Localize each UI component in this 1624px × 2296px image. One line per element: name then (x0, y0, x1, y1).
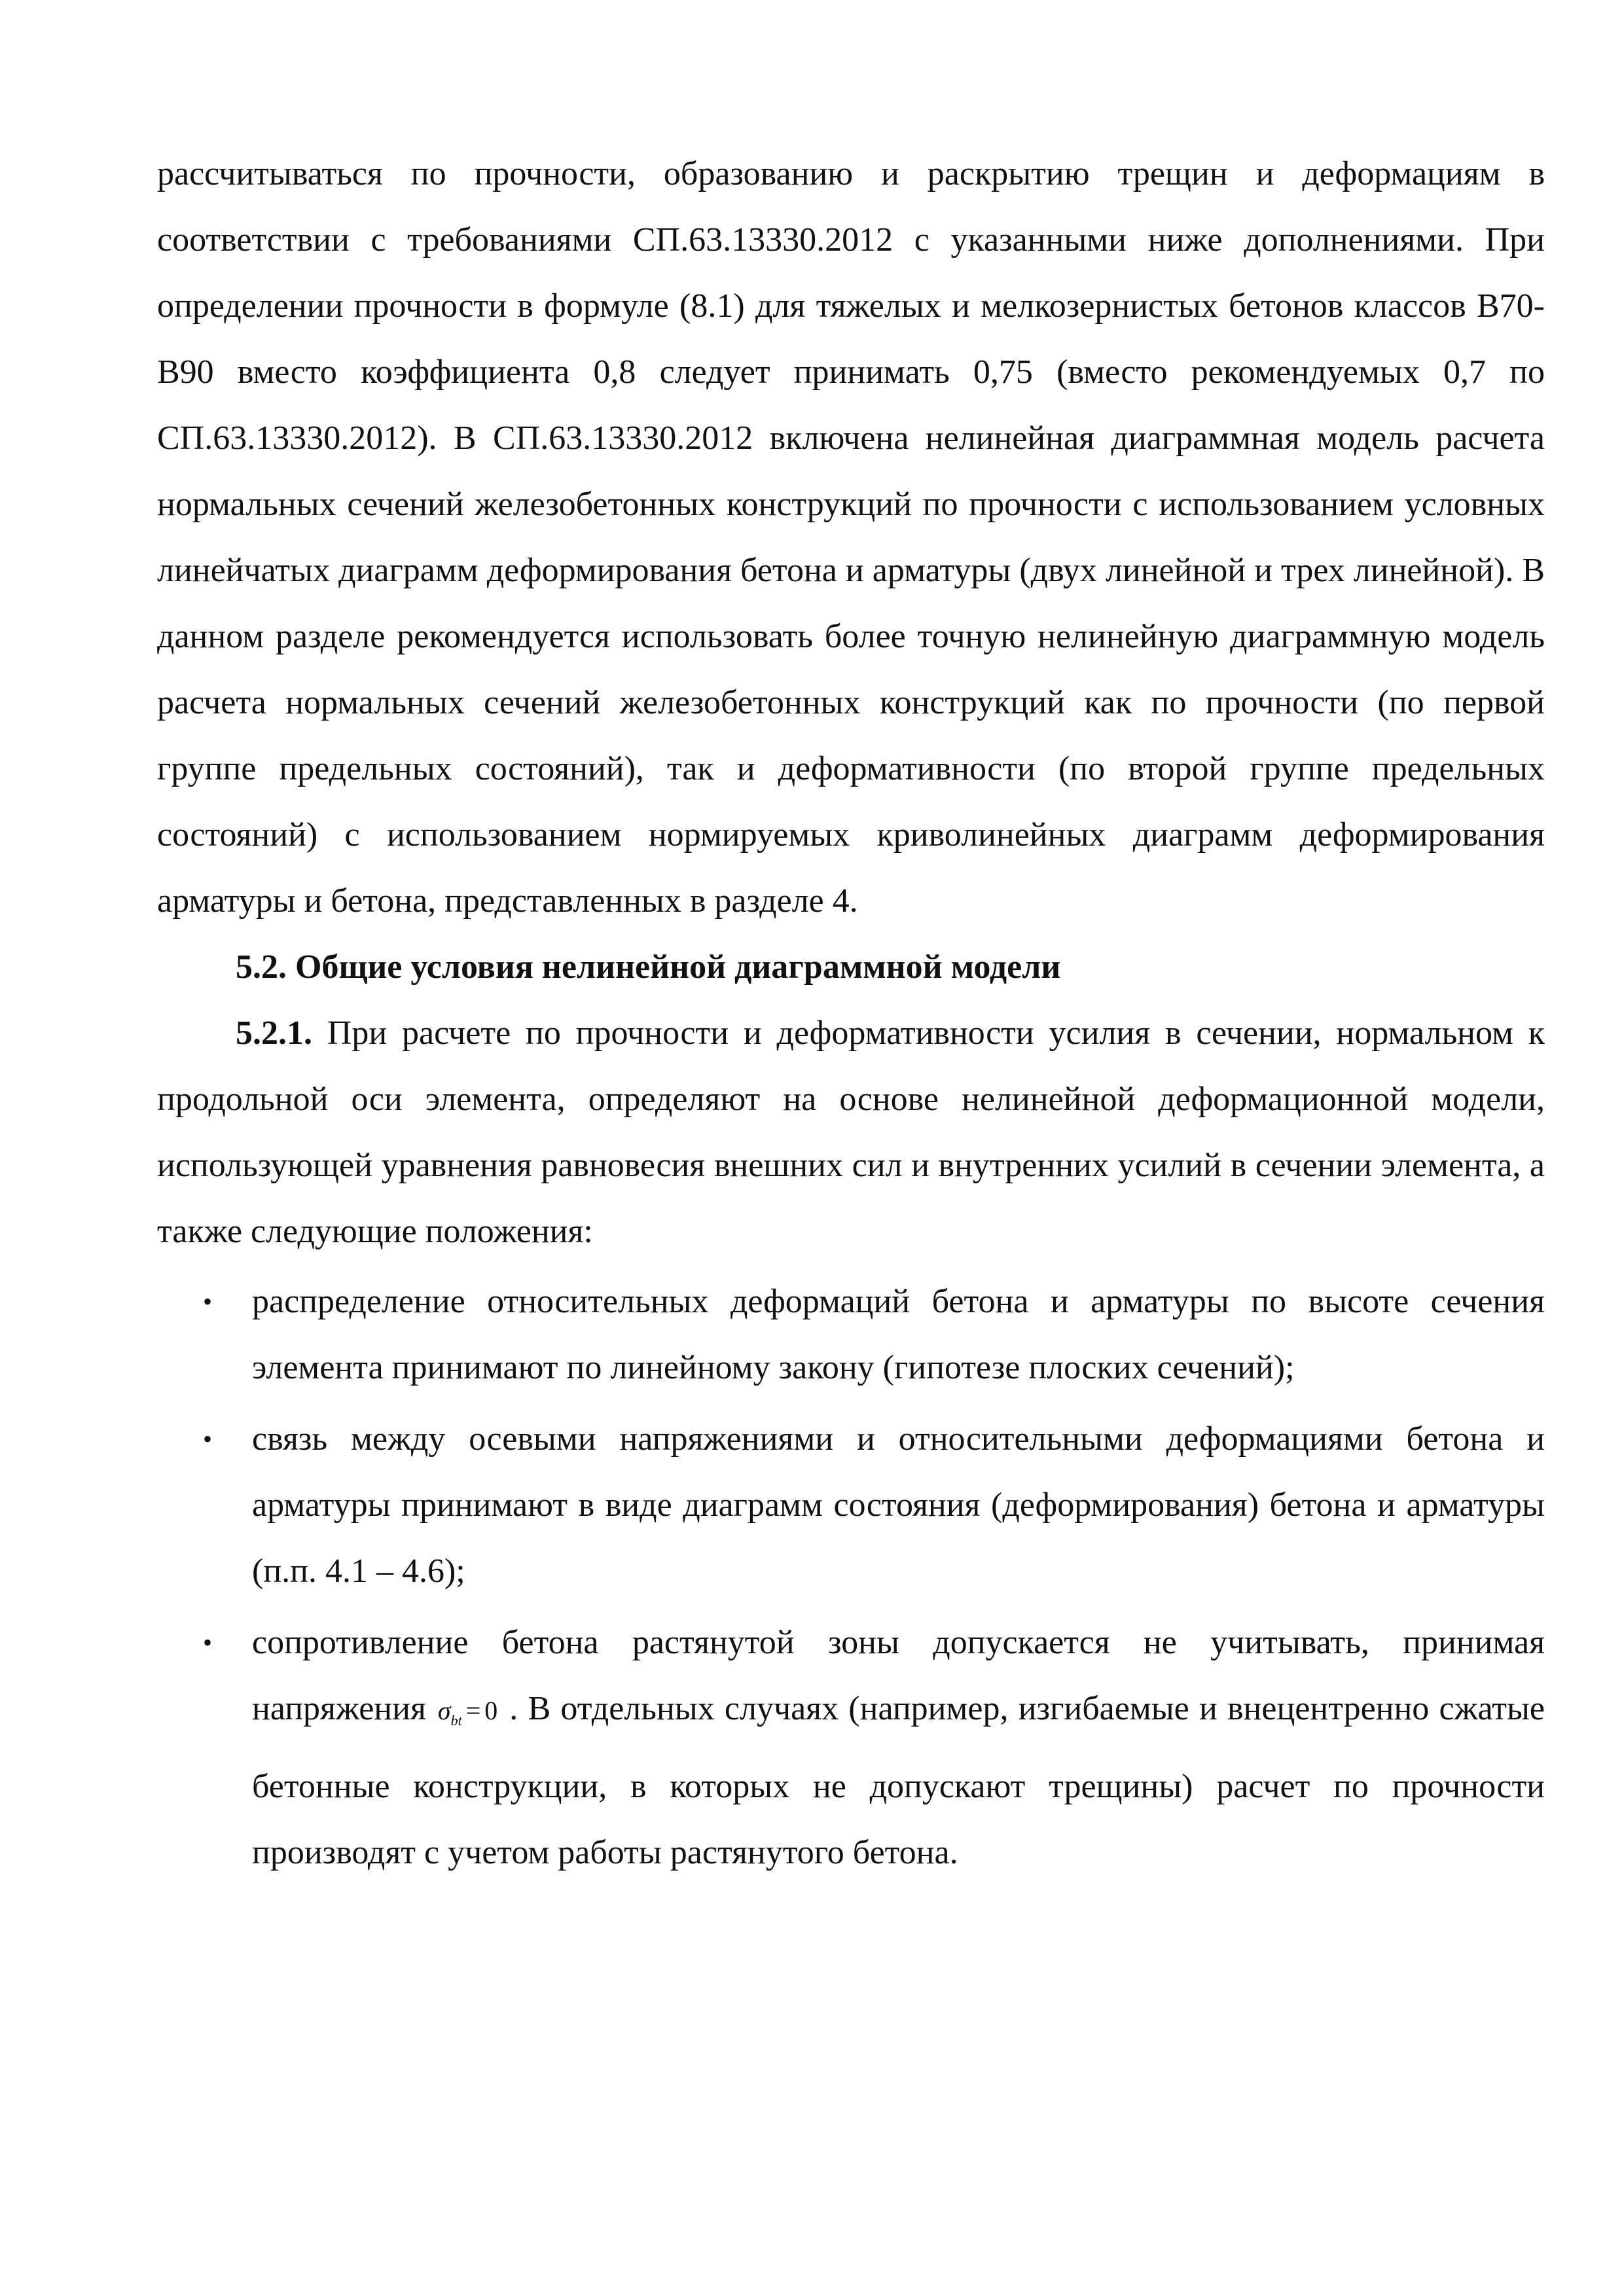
body-paragraph: рассчитываться по прочности, образованию и раскрытию трещин и деформациям в соответствии с требованиями СП.63.13330.2012 с указанными ниже дополнениями. При определении прочности в формуле (8.1) для тяжелых и мелкозернистых бетонов классов В70-В90 вместо коэффициента 0,8 следует принимать 0,75 (вместо рекомендуемых 0,7 по СП.63.13330.2012). В СП.63.13330.2012 включена нелинейная диаграммная модель расчета нормальных сечений железобетонных конструкций по прочности с использованием условных линейчатых диаграмм деформирования бетона и арматуры (двух линейной и трех линейной). В данном разделе рекомендуется использовать более точную нелинейную диаграммную модель расчета нормальных сечений железобетонных конструкций как по прочности (по первой группе предельных состояний), так и деформативности (по второй группе предельных состояний) с использованием нормируемых криволинейных диаграмм деформирования арматуры и бетона, представленных в разделе 4. (157, 155, 1545, 920)
formula-symbol: σ (437, 1696, 451, 1725)
list-item-text-after-formula: . В отдельных случаях (например, изгибаемые и внецентренно сжатые бетонные конструкции, в которых не допускают трещины) расчет по прочности производят с учетом работы растянутого бетона. (252, 1690, 1545, 1871)
bullet-icon: • (203, 1424, 213, 1454)
bullet-icon: • (203, 1287, 213, 1316)
list-item (157, 1609, 1545, 1886)
stress-formula (426, 1696, 509, 1729)
formula-value: 0 (484, 1696, 498, 1725)
clause-text: При расчете по прочности и деформативности усилия в сечении, нормальном к продольной оси элемента, определяют на основе нелинейной деформационной модели, использующей уравнения равновесия внешних сил и внутренних усилий в сечении элемента, а также следующие положения: (157, 1014, 1545, 1250)
clause-paragraph (157, 1000, 1545, 1265)
list-item-text: распределение относительных деформаций бетона и арматуры по высоте сечения элемента принимают по линейному закону (гипотезе плоских сечений); (252, 1283, 1545, 1386)
list-item-text-before-formula: сопротивление бетона растянутой зоны допускается не учитывать, принимая напряжения (252, 1624, 1545, 1727)
clause-number: 5.2.1. (236, 1014, 312, 1052)
list-item (157, 1268, 1545, 1401)
page-content (157, 141, 1545, 1891)
provisions-list (157, 1268, 1545, 1886)
section-heading: 5.2. Общие условия нелинейной диаграммной модели (236, 948, 1061, 986)
formula-subscript: bt (450, 1712, 462, 1729)
list-item-text: связь между осевыми напряжениями и относительными деформациями бетона и арматуры принимают в виде диаграмм состояния (деформирования) бетона и арматуры (п.п. 4.1 – 4.6); (252, 1420, 1545, 1590)
bullet-icon: • (203, 1628, 213, 1657)
list-item (157, 1406, 1545, 1604)
formula-equals: = (465, 1696, 481, 1725)
